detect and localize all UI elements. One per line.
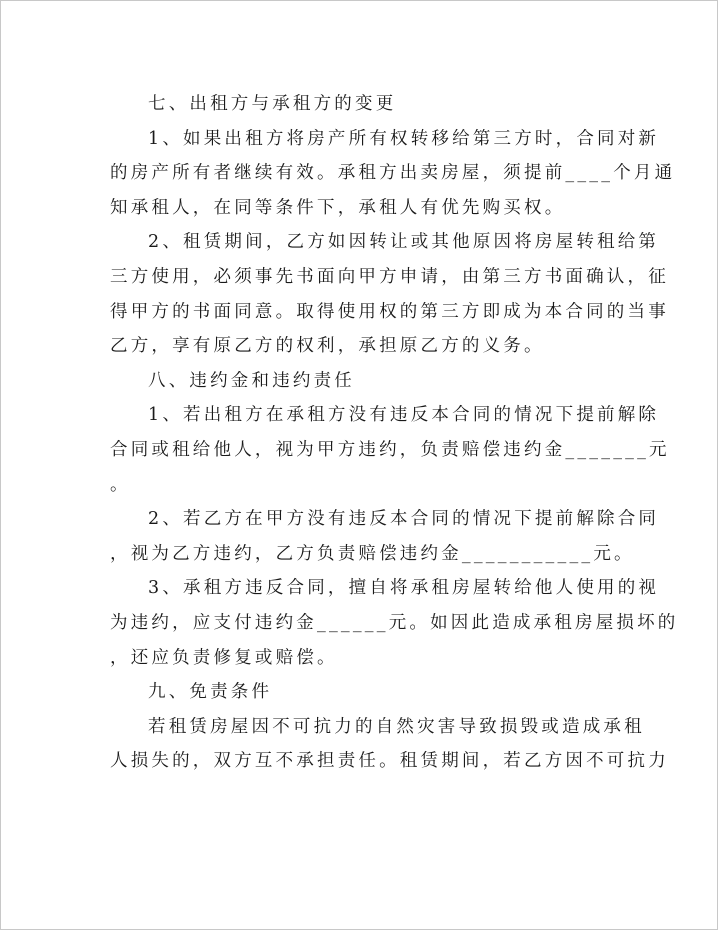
text-line: 2、若乙方在甲方没有违反本合同的情况下提前解除合同 <box>148 509 660 530</box>
text-line: ，视为乙方违约，乙方负责赔偿违约金___________元。 <box>110 543 635 564</box>
text-line: 人损失的，双方互不承担责任。租赁期间，若乙方因不可抗力 <box>110 751 669 772</box>
text-line: 三方使用，必须事先书面向甲方申请，由第三方书面确认，征 <box>110 266 669 287</box>
text-line: 知承租人，在同等条件下，承租人有优先购买权。 <box>110 197 566 218</box>
text-line: 乙方，享有原乙方的权利，承担原乙方的义务。 <box>110 336 545 357</box>
text-line: 八、违约金和违约责任 <box>148 370 355 391</box>
text-line: 为违约，应支付违约金______元。如因此造成承租房屋损坏的 <box>110 612 679 633</box>
text-line: 3、承租方违反合同，擅自将承租房屋转给他人使用的视 <box>148 578 660 599</box>
text-line: 七、出租方与承租方的变更 <box>148 94 397 114</box>
text-line: 2、租赁期间，乙方如因转让或其他原因将房屋转租给第 <box>148 232 660 253</box>
text-line: 得甲方的书面同意。取得使用权的第三方即成为本合同的当事 <box>110 301 669 322</box>
document-body <box>110 87 679 779</box>
text-line: 1、如果出租方将房产所有权转移给第三方时，合同对新 <box>148 128 660 149</box>
text-line: 的房产所有者继续有效。承租方出卖房屋，须提前____个月通 <box>110 163 676 184</box>
text-line: 。 <box>110 474 131 495</box>
text-line: 九、免责条件 <box>148 682 273 703</box>
text-line: 1、若出租方在承租方没有违反本合同的情况下提前解除 <box>148 405 660 426</box>
text-line: ，还应负责修复或赔偿。 <box>110 647 338 668</box>
text-line: 若租赁房屋因不可抗力的自然灾害导致损毁或造成承租 <box>148 716 645 737</box>
text-line: 合同或租给他人，视为甲方违约，负责赔偿违约金_______元 <box>110 439 670 460</box>
